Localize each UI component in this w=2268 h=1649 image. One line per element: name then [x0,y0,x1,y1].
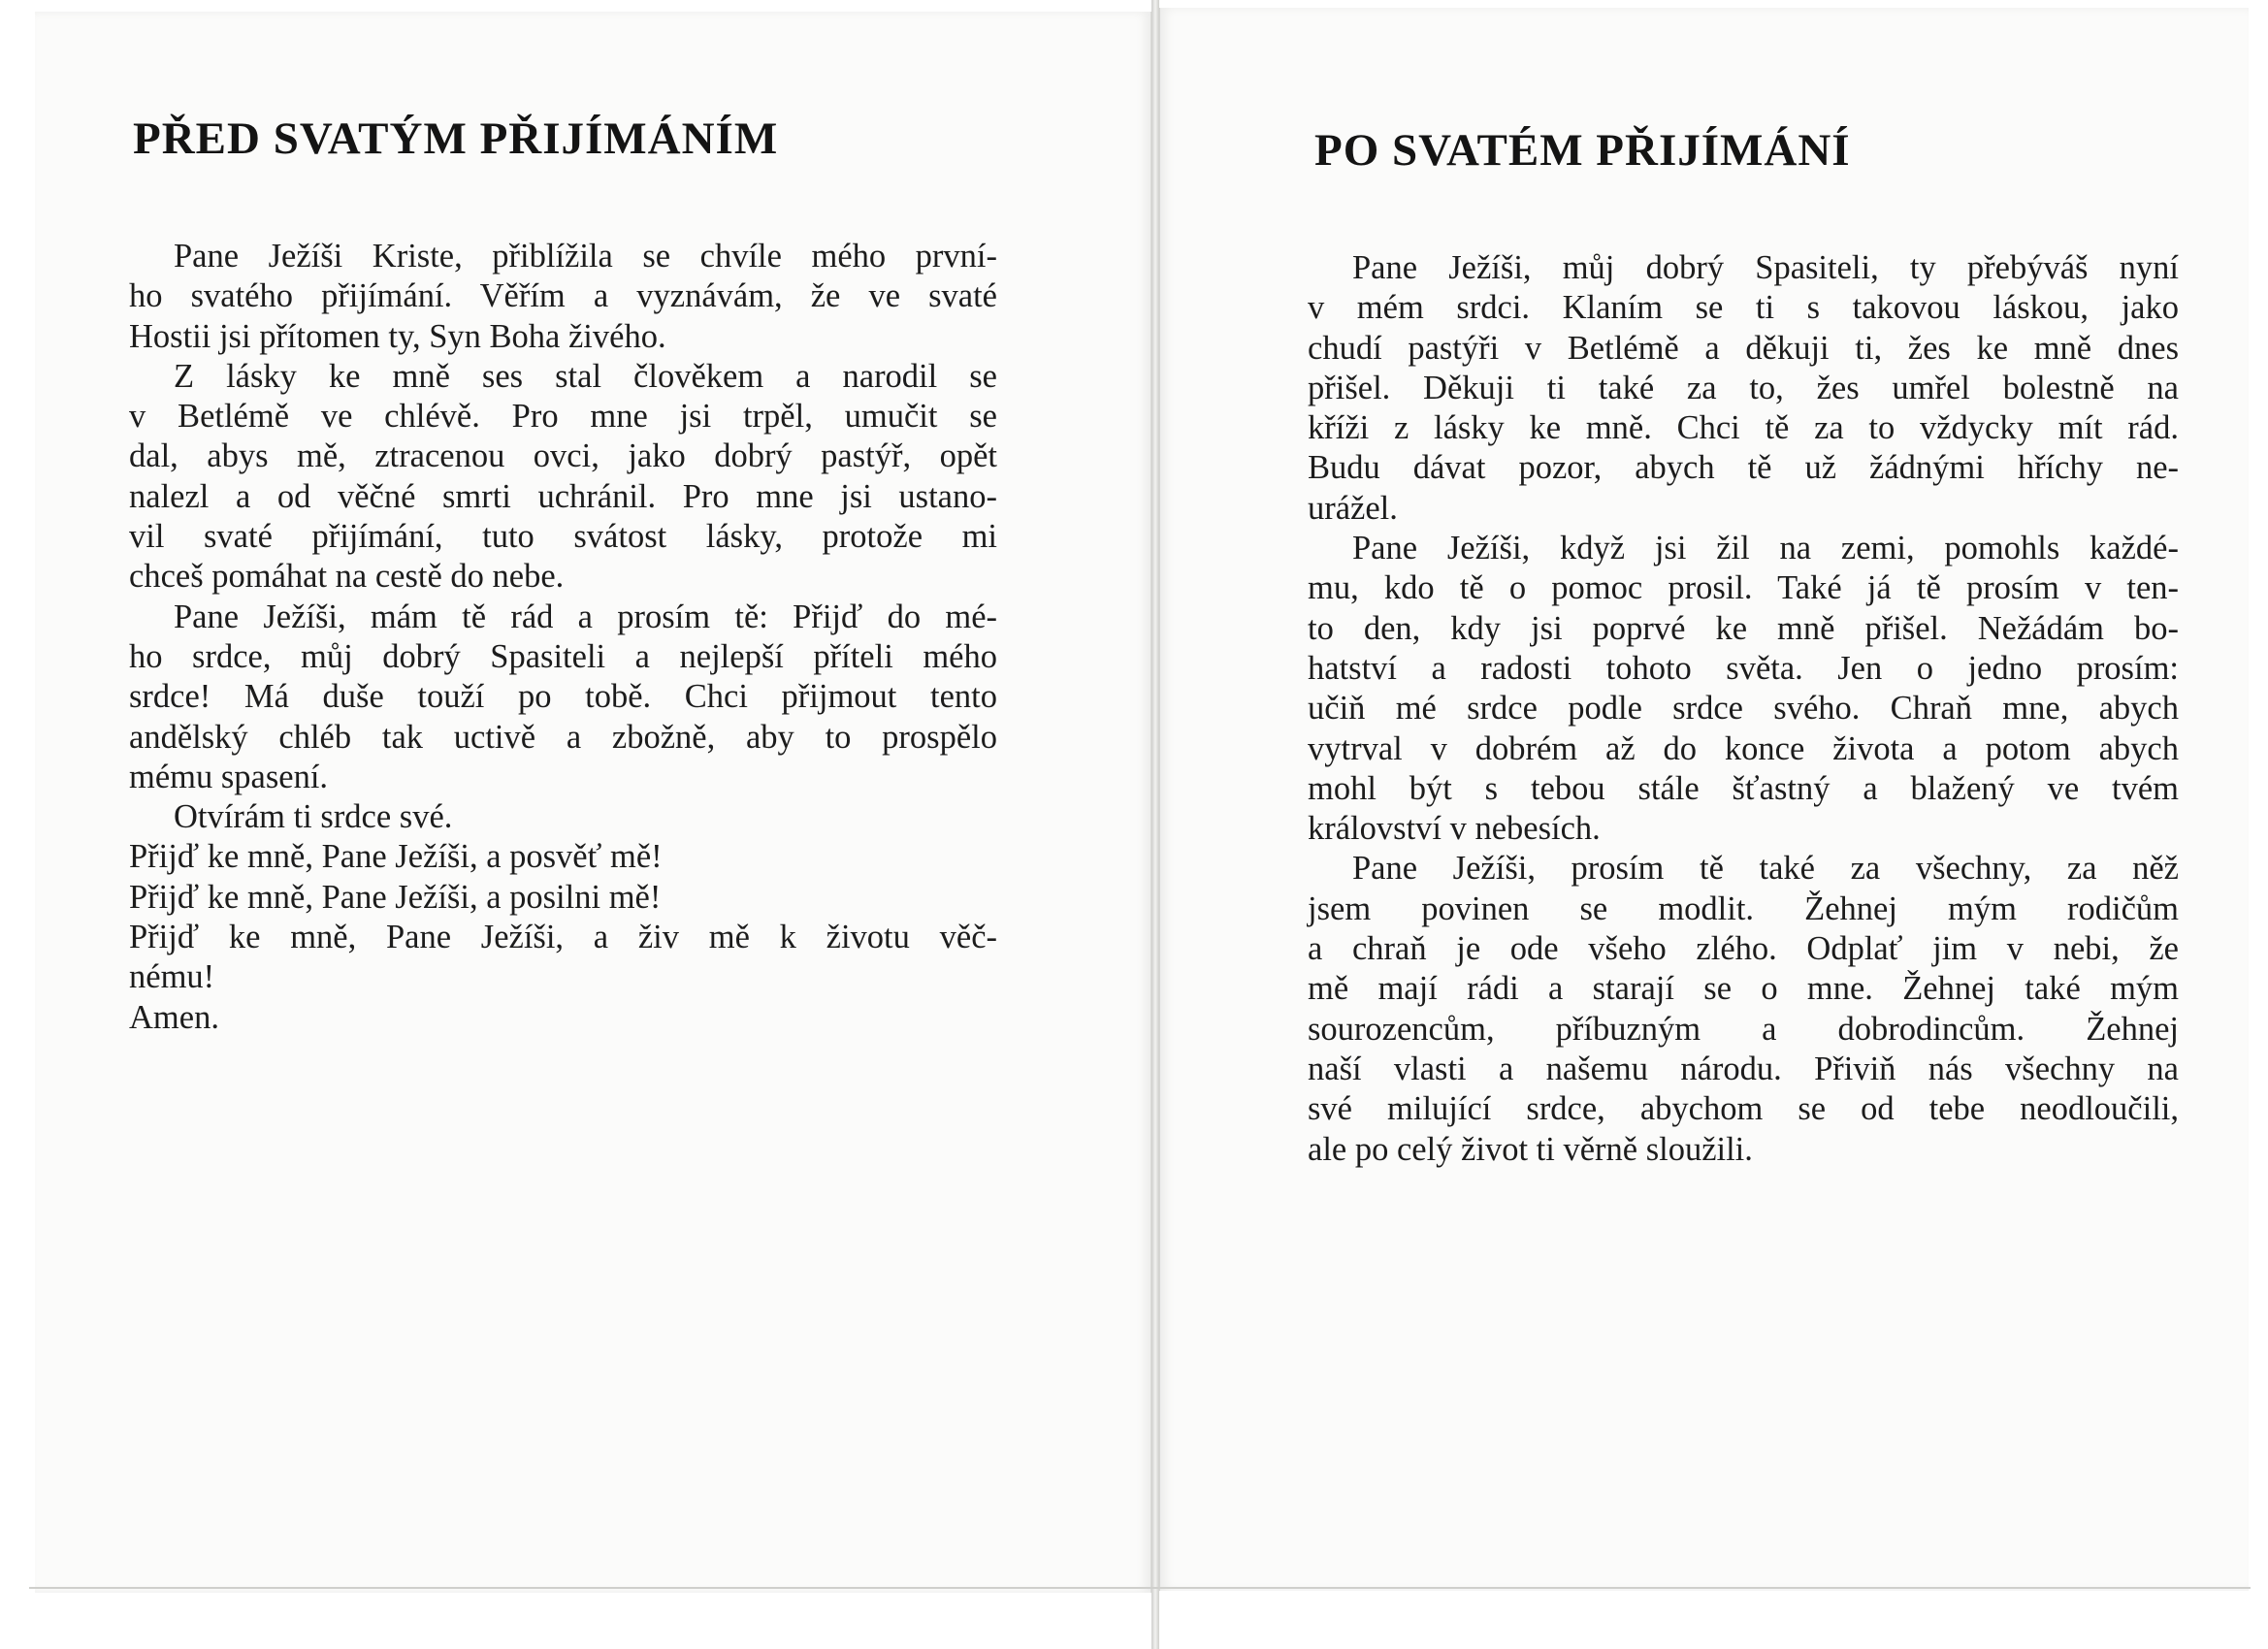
text-line: učiň mé srdce podle srdce svého. Chraň mne, abych [1308,690,2179,728]
text-line: andělský chléb tak uctivě a zbožně, aby to prospělo [129,718,997,756]
text-line: království v nebesích. [1308,810,1601,848]
text-line: mému spasení. [129,758,329,795]
text-line: srdce! Má duše touží po tobě. Chci přijmout tento [129,678,997,716]
text-line: Pane Ježíši, když jsi žil na zemi, pomohls každé- [1352,530,2179,567]
text-line: mohl být s tebou stále šťastný a blažený ve tvém [1308,769,2179,807]
text-line: chceš pomáhat na cestě do nebe. [129,558,565,596]
text-line: Přijď ke mně, Pane Ježíši, a posvěť mě! [129,838,663,876]
text-line: Přijď ke mně, Pane Ježíši, a živ mě k životu věč- [129,919,997,956]
text-line: Budu dávat pozor, abych tě už žádnými hříchy ne- [1308,449,2179,487]
text-line: Otvírám ti srdce své. [174,798,453,836]
text-line: Pane Ježíši, můj dobrý Spasiteli, ty přebýváš nyní [1352,249,2179,286]
text-line: mě mají rádi a starají se o mne. Žehnej také mým [1308,970,2179,1008]
book-gutter [1151,0,1159,1649]
page-bottom-edge [29,1587,2251,1589]
text-line: naší vlasti a našemu národu. Přiviň nás všechny na [1308,1050,2179,1087]
text-line: nalezl a od věčné smrti uchránil. Pro mne jsi ustano- [129,477,997,515]
text-line: Přijď ke mně, Pane Ježíši, a posilni mě! [129,878,662,916]
right-page-title: PO SVATÉM PŘIJÍMÁNÍ [1314,125,1851,176]
text-line: vytrval v dobrém až do konce života a potom abych [1308,729,2179,767]
text-line: vil svaté přijímání, tuto svátost lásky, protože mi [129,518,997,556]
text-line: sourozencům, příbuzným a dobrodincům. Žehnej [1308,1010,2179,1048]
text-line: to den, kdy jsi poprvé ke mně přišel. Nežádám bo- [1308,609,2179,647]
text-line: ale po celý život ti věrně sloužili. [1308,1130,1753,1168]
left-page-title: PŘED SVATÝM PŘIJÍMÁNÍM [133,113,779,164]
text-line: v Betlémě ve chlévě. Pro mne jsi trpěl, umučit se [129,398,997,436]
text-line: Pane Ježíši, prosím tě také za všechny, za něž [1352,850,2179,888]
text-line: kříži z lásky ke mně. Chci tě za to vždycky mít rád. [1308,409,2179,447]
left-page-text [129,237,997,1038]
text-line: jsem povinen se modlit. Žehnej mým rodičům [1308,889,2179,927]
text-line: dal, abys mě, ztracenou ovci, jako dobrý pastýř, opět [129,437,997,475]
text-line: a chraň je ode všeho zlého. Odplať jim v nebi, že [1308,930,2179,968]
right-page-text [1308,248,2179,1170]
text-line: ho srdce, můj dobrý Spasiteli a nejlepší příteli mého [129,637,997,675]
text-line: své milující srdce, abychom se od tebe neodloučili, [1308,1090,2179,1128]
text-line: chudí pastýři v Betlémě a děkuji ti, žes ke mně dnes [1308,329,2179,367]
text-line: Hostii jsi přítomen ty, Syn Boha živého. [129,317,666,355]
text-line: ho svatého přijímání. Věřím a vyznávám, že ve svaté [129,277,997,315]
text-line: Pane Ježíši, mám tě rád a prosím tě: Přijď do mé- [174,598,997,635]
text-line: Z lásky ke mně ses stal člověkem a narodil se [174,357,997,395]
text-line: urážel. [1308,489,1398,527]
text-line: hatství a radosti tohoto světa. Jen o jedno prosím: [1308,649,2179,687]
text-line: Pane Ježíši Kriste, přiblížila se chvíle mého první- [174,238,997,275]
text-line: přišel. Děkuji ti také za to, žes umřel bolestně na [1308,369,2179,406]
text-line: nému! [129,958,215,996]
text-line: mu, kdo tě o pomoc prosil. Také já tě prosím v ten- [1308,569,2179,607]
text-line: Amen. [129,998,219,1036]
text-line: v mém srdci. Klaním se ti s takovou láskou, jako [1308,289,2179,327]
